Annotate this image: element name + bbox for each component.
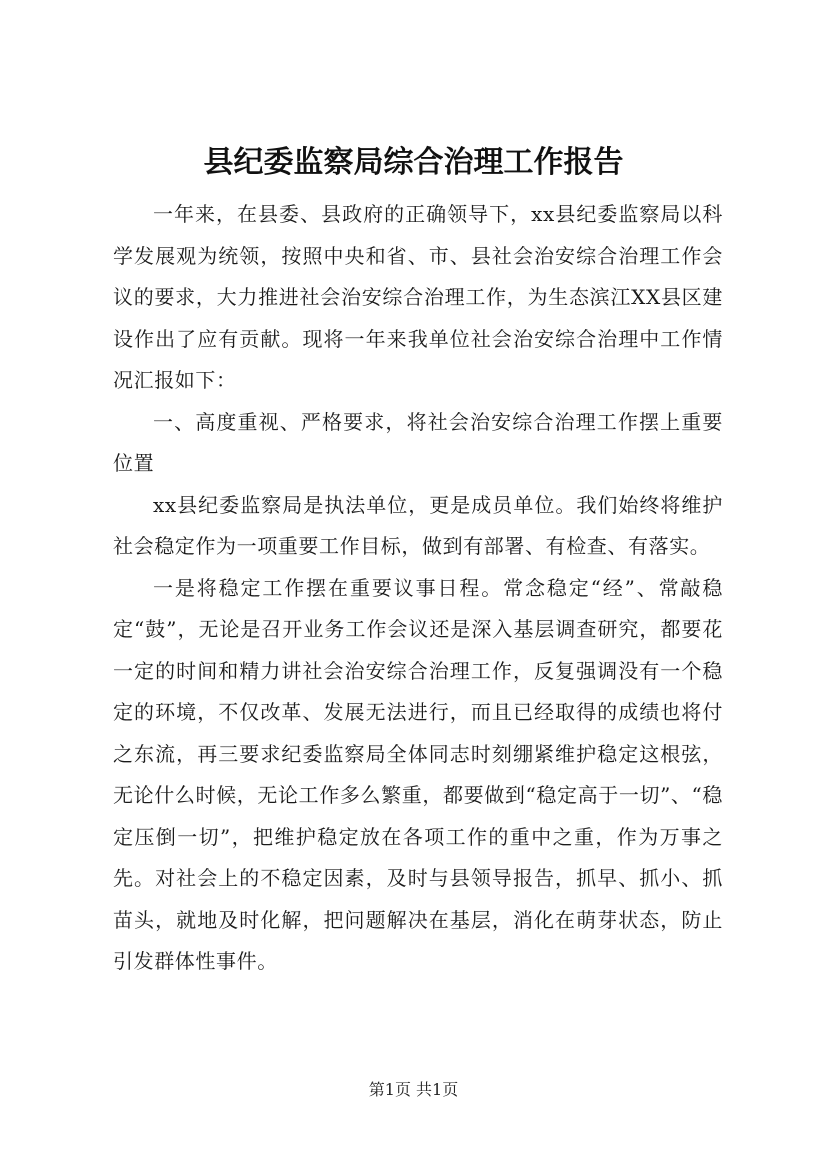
section-heading-1: 一、高度重视、严格要求，将社会治安综合治理工作摆上重要位置 <box>113 409 723 475</box>
document-title: 县纪委监察局综合治理工作报告 <box>203 145 624 180</box>
paragraph-stability: 一是将稳定工作摆在重要议事日程。常念稳定“经”、常敲稳定“鼓”，无论是召开业务工作会议还是深入基层调查研究，都要花一定的时间和精力讲社会治安综合治理工作，反复强调没有一个稳定的环境，不仅改革、发展无法进行，而且已经取得的成绩也将付之东流，再三要求纪委监察局全体同志时刻绷紧维护稳定这根弦，无论什么时候，无论工作多么繁重，都要做到“稳定高于一切”、“稳定压倒一切”，把维护稳定放在各项工作的重中之重，作为万事之先。对社会上的不稳定因素，及时与县领导报告，抓早、抓小、抓苗头，就地及时化解，把问题解决在基层，消化在萌芽状态，防止引发群体性事件。 <box>113 575 723 973</box>
paragraph-unit: xx县纪委监察局是执法单位，更是成员单位。我们始终将维护社会稳定作为一项重要工作目标，做到有部署、有检查、有落实。 <box>113 492 723 558</box>
page-footer: 第1页 共1页 <box>368 1080 459 1099</box>
document-body <box>113 194 723 983</box>
paragraph-intro: 一年来，在县委、县政府的正确领导下，xx县纪委监察局以科学发展观为统领，按照中央和省、市、县社会治安综合治理工作会议的要求，大力推进社会治安综合治理工作，为生态滨江XX县区建设作出了应有贡献。现将一年来我单位社会治安综合治理中工作情况汇报如下： <box>113 202 723 392</box>
